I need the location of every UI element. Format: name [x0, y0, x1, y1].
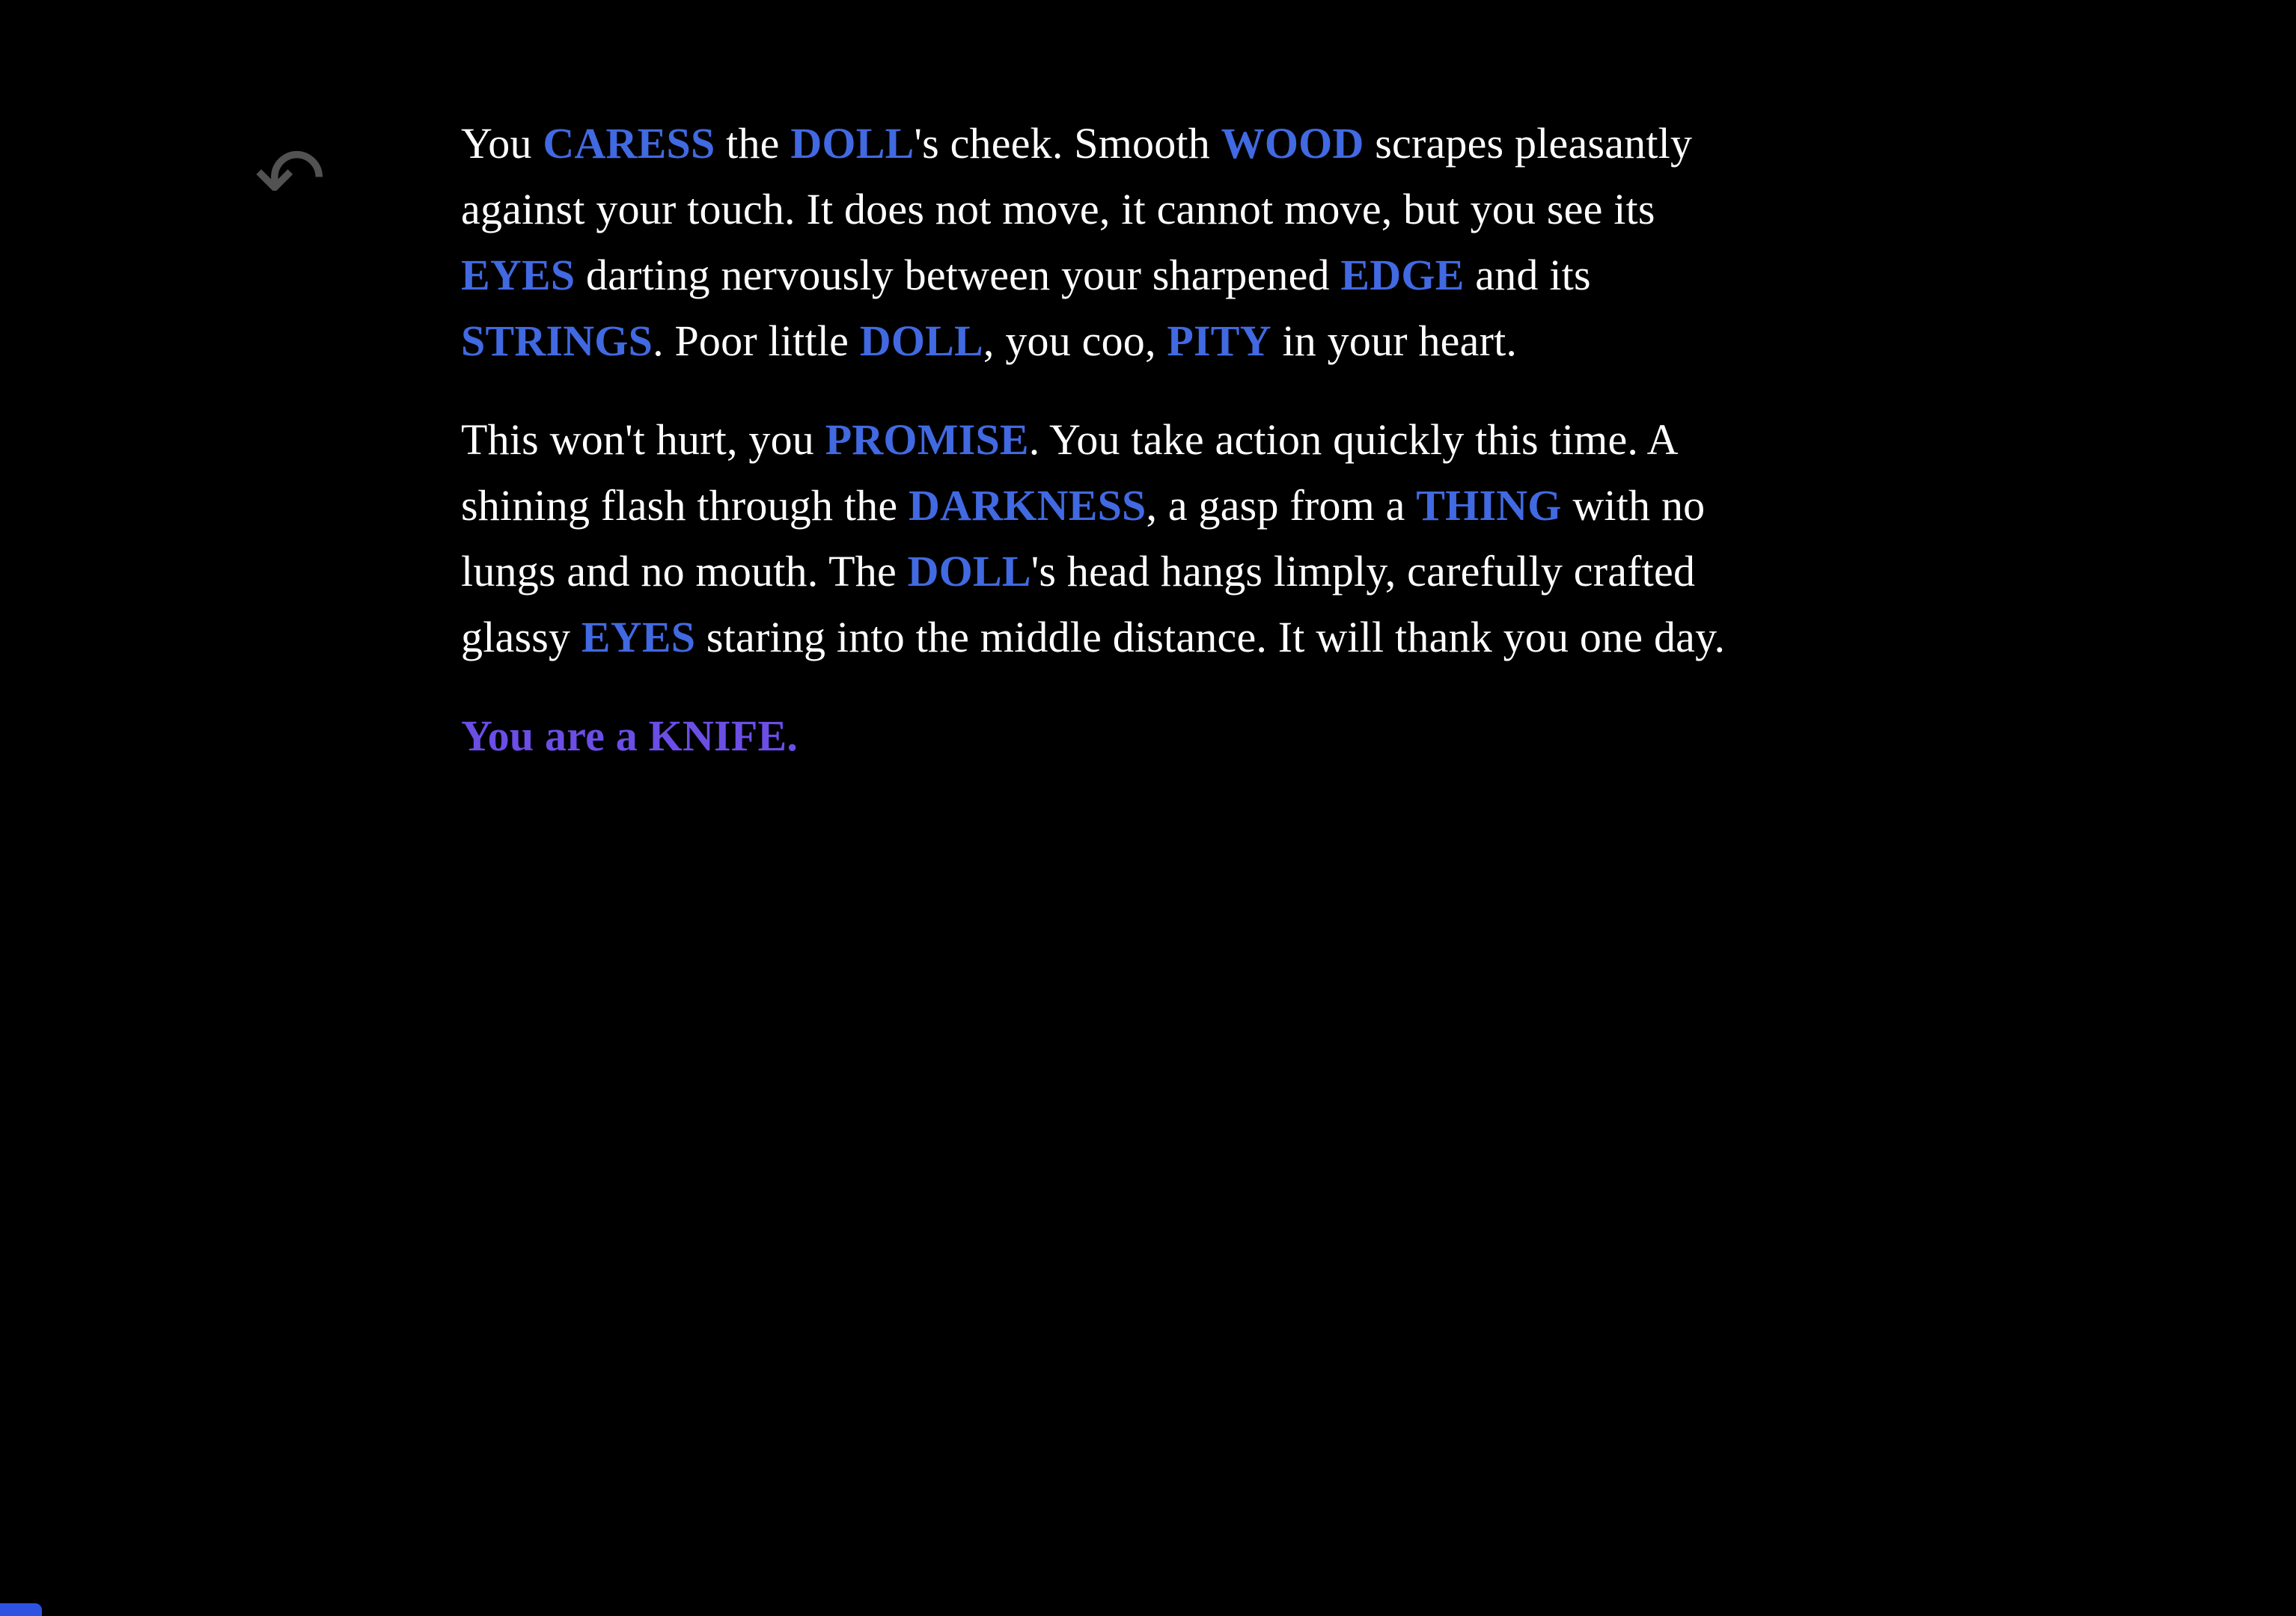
keyword-link-doll[interactable]: DOLL	[907, 547, 1031, 596]
story-sidebar	[254, 129, 326, 228]
passage-plain-text: 's cheek. Smooth	[914, 119, 1221, 168]
passage-plain-text: , you coo,	[983, 316, 1167, 365]
passage-plain-text: scrapes pleasantly	[1364, 119, 1693, 168]
passage-plain-text: with no	[1561, 481, 1706, 530]
keyword-link-pity[interactable]: PITY	[1167, 316, 1271, 365]
passage-plain-text: 's head hangs limply, carefully crafted	[1031, 547, 1696, 596]
passage-text	[461, 111, 2003, 802]
passage-plain-text: glassy	[461, 613, 581, 661]
keyword-link-darkness[interactable]: DARKNESS	[909, 481, 1147, 530]
keyword-link-thing[interactable]: THING	[1416, 481, 1562, 530]
keyword-link-promise[interactable]: PROMISE	[825, 415, 1029, 464]
passage-plain-text: in your heart.	[1271, 316, 1518, 365]
passage-plain-text: , a gasp from a	[1146, 481, 1417, 530]
visited-link-you-are-a-knife[interactable]: You are a KNIFE.	[461, 711, 799, 760]
passage-plain-text: . Poor little	[653, 316, 860, 365]
cutoff-link-stub[interactable]	[0, 1603, 42, 1616]
keyword-link-doll[interactable]: DOLL	[790, 119, 915, 168]
passage-plain-text: This won't hurt, you	[461, 415, 825, 464]
passage-plain-text: the	[715, 119, 791, 168]
keyword-link-edge[interactable]: EDGE	[1340, 251, 1465, 299]
keyword-link-eyes[interactable]: EYES	[581, 613, 696, 661]
keyword-link-caress[interactable]: CARESS	[543, 119, 715, 168]
passage-plain-text: staring into the middle distance. It will thank you one day.	[695, 613, 1726, 661]
keyword-link-doll[interactable]: DOLL	[859, 316, 983, 365]
keyword-link-strings[interactable]: STRINGS	[461, 316, 653, 365]
undo-icon[interactable]: ↶	[254, 129, 326, 228]
passage-plain-text: darting nervously between your sharpened	[575, 251, 1341, 299]
paragraph-2	[461, 407, 2003, 670]
paragraph-3	[461, 703, 2003, 769]
passage-plain-text: You	[461, 119, 543, 168]
paragraph-1	[461, 111, 2003, 374]
keyword-link-eyes[interactable]: EYES	[461, 251, 575, 299]
passage-plain-text: and its	[1464, 251, 1591, 299]
passage-plain-text: lungs and no mouth. The	[461, 547, 908, 596]
keyword-link-wood[interactable]: WOOD	[1221, 119, 1364, 168]
passage-plain-text: against your touch. It does not move, it cannot move, but you see its	[461, 185, 1655, 233]
passage-plain-text: shining flash through the	[461, 481, 909, 530]
passage-plain-text: . You take action quickly this time. A	[1028, 415, 1679, 464]
